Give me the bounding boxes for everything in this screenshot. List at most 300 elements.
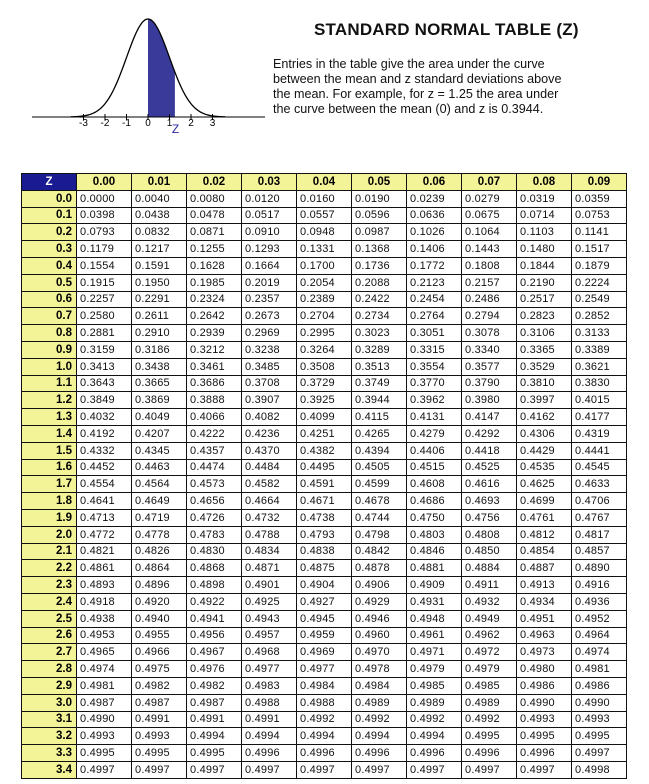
table-cell: 0.4986 <box>572 677 627 694</box>
table-cell: 0.4989 <box>352 694 407 711</box>
table-cell: 0.4382 <box>297 442 352 459</box>
table-cell: 0.4798 <box>352 526 407 543</box>
table-cell: 0.2291 <box>132 291 187 308</box>
table-cell: 0.4535 <box>517 459 572 476</box>
table-cell: 0.2764 <box>407 308 462 325</box>
row-z-label: 1.5 <box>22 442 77 459</box>
table-cell: 0.4591 <box>297 476 352 493</box>
table-cell: 0.3577 <box>462 358 517 375</box>
table-cell: 0.4826 <box>132 543 187 560</box>
table-cell: 0.4846 <box>407 543 462 560</box>
row-z-label: 0.4 <box>22 257 77 274</box>
table-cell: 0.4207 <box>132 425 187 442</box>
table-row <box>22 543 627 560</box>
table-cell: 0.3513 <box>352 358 407 375</box>
table-row <box>22 728 627 745</box>
table-cell: 0.4994 <box>242 728 297 745</box>
table-description <box>273 57 613 117</box>
table-cell: 0.4370 <box>242 442 297 459</box>
table-cell: 0.4995 <box>572 728 627 745</box>
table-cell: 0.4515 <box>407 459 462 476</box>
table-cell: 0.4997 <box>407 761 462 778</box>
table-cell: 0.3830 <box>572 375 627 392</box>
table-row <box>22 274 627 291</box>
table-row <box>22 493 627 510</box>
table-row <box>22 409 627 426</box>
table-cell: 0.4997 <box>352 761 407 778</box>
table-cell: 0.4974 <box>77 661 132 678</box>
table-cell: 0.3621 <box>572 358 627 375</box>
table-cell: 0.0000 <box>77 190 132 207</box>
table-cell: 0.4925 <box>242 593 297 610</box>
table-cell: 0.2422 <box>352 291 407 308</box>
table-cell: 0.4989 <box>462 694 517 711</box>
table-row <box>22 677 627 694</box>
table-cell: 0.4545 <box>572 459 627 476</box>
description-line-4: the curve between the mean (0) and z is 0.3944. <box>273 102 544 116</box>
column-header: 0.00 <box>77 174 132 191</box>
table-cell: 0.4997 <box>572 745 627 762</box>
table-cell: 0.1103 <box>517 224 572 241</box>
table-cell: 0.2580 <box>77 308 132 325</box>
table-cell: 0.4345 <box>132 442 187 459</box>
table-cell: 0.4993 <box>517 711 572 728</box>
table-cell: 0.4713 <box>77 509 132 526</box>
table-cell: 0.4993 <box>77 728 132 745</box>
table-cell: 0.4979 <box>407 661 462 678</box>
table-cell: 0.4015 <box>572 392 627 409</box>
column-header: 0.08 <box>517 174 572 191</box>
table-cell: 0.1406 <box>407 241 462 258</box>
table-cell: 0.4992 <box>407 711 462 728</box>
table-cell: 0.0675 <box>462 207 517 224</box>
column-header: 0.05 <box>352 174 407 191</box>
table-cell: 0.4706 <box>572 493 627 510</box>
table-cell: 0.4955 <box>132 627 187 644</box>
row-z-label: 3.3 <box>22 745 77 762</box>
table-cell: 0.1064 <box>462 224 517 241</box>
table-row <box>22 425 627 442</box>
table-cell: 0.1331 <box>297 241 352 258</box>
table-cell: 0.2190 <box>517 274 572 291</box>
table-cell: 0.4936 <box>572 593 627 610</box>
table-cell: 0.1217 <box>132 241 187 258</box>
table-cell: 0.4991 <box>242 711 297 728</box>
table-cell: 0.0359 <box>572 190 627 207</box>
table-cell: 0.4959 <box>297 627 352 644</box>
row-z-label: 0.9 <box>22 341 77 358</box>
table-cell: 0.3389 <box>572 341 627 358</box>
table-cell: 0.2454 <box>407 291 462 308</box>
table-cell: 0.4920 <box>132 593 187 610</box>
table-cell: 0.4906 <box>352 577 407 594</box>
table-cell: 0.4649 <box>132 493 187 510</box>
table-cell: 0.2389 <box>297 291 352 308</box>
table-cell: 0.4474 <box>187 459 242 476</box>
table-cell: 0.3810 <box>517 375 572 392</box>
axis-tick-labels <box>79 118 216 129</box>
table-cell: 0.3289 <box>352 341 407 358</box>
table-cell: 0.0040 <box>132 190 187 207</box>
table-cell: 0.3849 <box>77 392 132 409</box>
table-row <box>22 325 627 342</box>
row-z-label: 3.2 <box>22 728 77 745</box>
table-cell: 0.2910 <box>132 325 187 342</box>
table-cell: 0.0714 <box>517 207 572 224</box>
table-row <box>22 392 627 409</box>
table-cell: 0.4997 <box>132 761 187 778</box>
table-cell: 0.3051 <box>407 325 462 342</box>
table-cell: 0.4953 <box>77 627 132 644</box>
table-cell: 0.4484 <box>242 459 297 476</box>
table-cell: 0.3485 <box>242 358 297 375</box>
table-cell: 0.4940 <box>132 610 187 627</box>
z-marker-label: Z <box>171 122 180 136</box>
table-cell: 0.2357 <box>242 291 297 308</box>
column-header: 0.03 <box>242 174 297 191</box>
table-cell: 0.4394 <box>352 442 407 459</box>
table-cell: 0.3925 <box>297 392 352 409</box>
table-cell: 0.4834 <box>242 543 297 560</box>
table-cell: 0.4995 <box>517 728 572 745</box>
table-cell: 0.4994 <box>297 728 352 745</box>
table-cell: 0.4995 <box>132 745 187 762</box>
table-cell: 0.3438 <box>132 358 187 375</box>
table-cell: 0.2734 <box>352 308 407 325</box>
table-cell: 0.4982 <box>132 677 187 694</box>
table-cell: 0.4772 <box>77 526 132 543</box>
table-cell: 0.4066 <box>187 409 242 426</box>
table-cell: 0.2019 <box>242 274 297 291</box>
table-cell: 0.4678 <box>352 493 407 510</box>
table-cell: 0.4842 <box>352 543 407 560</box>
axis-tick-label: -1 <box>122 118 131 129</box>
table-cell: 0.4972 <box>462 644 517 661</box>
row-z-label: 1.6 <box>22 459 77 476</box>
table-cell: 0.0319 <box>517 190 572 207</box>
table-cell: 0.4901 <box>242 577 297 594</box>
table-cell: 0.4990 <box>572 694 627 711</box>
table-cell: 0.4887 <box>517 560 572 577</box>
table-cell: 0.4726 <box>187 509 242 526</box>
table-row <box>22 241 627 258</box>
table-cell: 0.1443 <box>462 241 517 258</box>
table-cell: 0.0910 <box>242 224 297 241</box>
table-cell: 0.4949 <box>462 610 517 627</box>
table-cell: 0.4032 <box>77 409 132 426</box>
table-cell: 0.4967 <box>187 644 242 661</box>
row-z-label: 3.4 <box>22 761 77 778</box>
table-cell: 0.2486 <box>462 291 517 308</box>
table-cell: 0.4564 <box>132 476 187 493</box>
row-z-label: 0.6 <box>22 291 77 308</box>
table-cell: 0.4973 <box>517 644 572 661</box>
table-cell: 0.4994 <box>187 728 242 745</box>
row-z-label: 2.3 <box>22 577 77 594</box>
table-cell: 0.3461 <box>187 358 242 375</box>
table-cell: 0.4996 <box>352 745 407 762</box>
table-cell: 0.4962 <box>462 627 517 644</box>
row-z-label: 2.9 <box>22 677 77 694</box>
table-cell: 0.4922 <box>187 593 242 610</box>
table-cell: 0.3888 <box>187 392 242 409</box>
table-cell: 0.4463 <box>132 459 187 476</box>
table-cell: 0.4671 <box>297 493 352 510</box>
table-row <box>22 560 627 577</box>
axis-tick-label: 2 <box>188 118 194 129</box>
table-cell: 0.1179 <box>77 241 132 258</box>
column-header: 0.06 <box>407 174 462 191</box>
table-cell: 0.4838 <box>297 543 352 560</box>
table-cell: 0.0596 <box>352 207 407 224</box>
table-cell: 0.4664 <box>242 493 297 510</box>
table-cell: 0.0948 <box>297 224 352 241</box>
table-cell: 0.3770 <box>407 375 462 392</box>
table-cell: 0.3944 <box>352 392 407 409</box>
table-cell: 0.4505 <box>352 459 407 476</box>
table-cell: 0.4699 <box>517 493 572 510</box>
axis-tick-label: -2 <box>100 118 110 129</box>
table-row <box>22 745 627 762</box>
table-cell: 0.4997 <box>187 761 242 778</box>
table-cell: 0.4985 <box>407 677 462 694</box>
row-z-label: 0.5 <box>22 274 77 291</box>
table-cell: 0.1808 <box>462 257 517 274</box>
table-row <box>22 644 627 661</box>
table-cell: 0.3186 <box>132 341 187 358</box>
row-z-label: 3.1 <box>22 711 77 728</box>
table-cell: 0.4941 <box>187 610 242 627</box>
row-z-label: 1.0 <box>22 358 77 375</box>
table-cell: 0.2995 <box>297 325 352 342</box>
table-cell: 0.1026 <box>407 224 462 241</box>
table-cell: 0.4927 <box>297 593 352 610</box>
table-cell: 0.3078 <box>462 325 517 342</box>
table-cell: 0.0871 <box>187 224 242 241</box>
table-cell: 0.2673 <box>242 308 297 325</box>
table-cell: 0.3159 <box>77 341 132 358</box>
table-cell: 0.4319 <box>572 425 627 442</box>
table-cell: 0.4992 <box>462 711 517 728</box>
table-cell: 0.4984 <box>297 677 352 694</box>
table-cell: 0.3133 <box>572 325 627 342</box>
row-z-label: 2.6 <box>22 627 77 644</box>
row-z-label: 2.8 <box>22 661 77 678</box>
description-line-3: the mean. For example, for z = 1.25 the area under <box>273 87 559 101</box>
table-cell: 0.2257 <box>77 291 132 308</box>
table-cell: 0.4625 <box>517 476 572 493</box>
table-cell: 0.4971 <box>407 644 462 661</box>
table-cell: 0.2224 <box>572 274 627 291</box>
table-cell: 0.2969 <box>242 325 297 342</box>
table-cell: 0.4778 <box>132 526 187 543</box>
table-cell: 0.0478 <box>187 207 242 224</box>
normal-curve-diagram <box>0 0 270 145</box>
table-cell: 0.4913 <box>517 577 572 594</box>
table-cell: 0.4996 <box>242 745 297 762</box>
table-cell: 0.4495 <box>297 459 352 476</box>
row-z-label: 3.0 <box>22 694 77 711</box>
table-cell: 0.4979 <box>462 661 517 678</box>
table-row <box>22 358 627 375</box>
table-cell: 0.4976 <box>187 661 242 678</box>
table-cell: 0.4756 <box>462 509 517 526</box>
table-cell: 0.3708 <box>242 375 297 392</box>
table-cell: 0.3413 <box>77 358 132 375</box>
table-row <box>22 593 627 610</box>
table-row <box>22 509 627 526</box>
table-cell: 0.4960 <box>352 627 407 644</box>
table-row <box>22 661 627 678</box>
table-cell: 0.4864 <box>132 560 187 577</box>
table-cell: 0.4821 <box>77 543 132 560</box>
table-cell: 0.4082 <box>242 409 297 426</box>
table-cell: 0.4996 <box>407 745 462 762</box>
row-z-label: 0.7 <box>22 308 77 325</box>
table-row <box>22 526 627 543</box>
table-cell: 0.0793 <box>77 224 132 241</box>
table-cell: 0.2549 <box>572 291 627 308</box>
row-z-label: 1.7 <box>22 476 77 493</box>
table-cell: 0.2123 <box>407 274 462 291</box>
table-cell: 0.4788 <box>242 526 297 543</box>
table-cell: 0.4732 <box>242 509 297 526</box>
table-cell: 0.4861 <box>77 560 132 577</box>
table-cell: 0.4608 <box>407 476 462 493</box>
table-row <box>22 207 627 224</box>
table-cell: 0.4974 <box>572 644 627 661</box>
table-cell: 0.4192 <box>77 425 132 442</box>
table-cell: 0.0753 <box>572 207 627 224</box>
table-cell: 0.0398 <box>77 207 132 224</box>
table-row <box>22 291 627 308</box>
table-cell: 0.0832 <box>132 224 187 241</box>
table-cell: 0.1368 <box>352 241 407 258</box>
table-cell: 0.4994 <box>352 728 407 745</box>
table-cell: 0.4115 <box>352 409 407 426</box>
table-cell: 0.4975 <box>132 661 187 678</box>
table-cell: 0.4956 <box>187 627 242 644</box>
table-cell: 0.2881 <box>77 325 132 342</box>
table-cell: 0.4995 <box>187 745 242 762</box>
table-cell: 0.1141 <box>572 224 627 241</box>
table-cell: 0.4904 <box>297 577 352 594</box>
table-cell: 0.4981 <box>572 661 627 678</box>
table-cell: 0.4997 <box>517 761 572 778</box>
table-cell: 0.4963 <box>517 627 572 644</box>
table-row <box>22 459 627 476</box>
row-z-label: 2.2 <box>22 560 77 577</box>
table-cell: 0.4997 <box>462 761 517 778</box>
table-cell: 0.4997 <box>77 761 132 778</box>
table-row <box>22 761 627 778</box>
table-cell: 0.0438 <box>132 207 187 224</box>
table-cell: 0.4633 <box>572 476 627 493</box>
table-row <box>22 476 627 493</box>
table-cell: 0.4987 <box>187 694 242 711</box>
table-cell: 0.1255 <box>187 241 242 258</box>
table-row <box>22 341 627 358</box>
table-cell: 0.4969 <box>297 644 352 661</box>
table-cell: 0.4738 <box>297 509 352 526</box>
table-cell: 0.4952 <box>572 610 627 627</box>
table-cell: 0.4995 <box>77 745 132 762</box>
page-title: STANDARD NORMAL TABLE (Z) <box>314 20 579 39</box>
table-row <box>22 257 627 274</box>
table-cell: 0.4995 <box>462 728 517 745</box>
table-cell: 0.4992 <box>352 711 407 728</box>
table-cell: 0.4986 <box>517 677 572 694</box>
table-cell: 0.4817 <box>572 526 627 543</box>
table-cell: 0.4997 <box>242 761 297 778</box>
table-body <box>22 190 627 778</box>
table-cell: 0.4884 <box>462 560 517 577</box>
table-cell: 0.4990 <box>77 711 132 728</box>
table-cell: 0.4767 <box>572 509 627 526</box>
table-cell: 0.2852 <box>572 308 627 325</box>
table-cell: 0.3907 <box>242 392 297 409</box>
table-row <box>22 694 627 711</box>
table-cell: 0.4830 <box>187 543 242 560</box>
table-cell: 0.4878 <box>352 560 407 577</box>
table-cell: 0.3264 <box>297 341 352 358</box>
shaded-area <box>148 19 175 117</box>
table-cell: 0.4875 <box>297 560 352 577</box>
table-cell: 0.4951 <box>517 610 572 627</box>
table-cell: 0.4131 <box>407 409 462 426</box>
table-cell: 0.4452 <box>77 459 132 476</box>
table-cell: 0.2939 <box>187 325 242 342</box>
table-cell: 0.4982 <box>187 677 242 694</box>
table-cell: 0.4573 <box>187 476 242 493</box>
table-cell: 0.4918 <box>77 593 132 610</box>
table-cell: 0.4686 <box>407 493 462 510</box>
table-cell: 0.4996 <box>517 745 572 762</box>
table-cell: 0.4429 <box>517 442 572 459</box>
table-cell: 0.4911 <box>462 577 517 594</box>
table-cell: 0.4938 <box>77 610 132 627</box>
table-cell: 0.4898 <box>187 577 242 594</box>
table-cell: 0.4406 <box>407 442 462 459</box>
table-cell: 0.4964 <box>572 627 627 644</box>
table-cell: 0.1915 <box>77 274 132 291</box>
table-cell: 0.4987 <box>77 694 132 711</box>
table-cell: 0.2704 <box>297 308 352 325</box>
table-cell: 0.4357 <box>187 442 242 459</box>
table-cell: 0.4988 <box>297 694 352 711</box>
row-z-label: 0.2 <box>22 224 77 241</box>
table-cell: 0.0987 <box>352 224 407 241</box>
table-cell: 0.2642 <box>187 308 242 325</box>
table-cell: 0.4981 <box>77 677 132 694</box>
row-z-label: 1.8 <box>22 493 77 510</box>
table-cell: 0.4968 <box>242 644 297 661</box>
table-row <box>22 577 627 594</box>
table-cell: 0.4306 <box>517 425 572 442</box>
row-z-label: 1.9 <box>22 509 77 526</box>
table-cell: 0.0517 <box>242 207 297 224</box>
table-cell: 0.4961 <box>407 627 462 644</box>
column-header: 0.02 <box>187 174 242 191</box>
table-cell: 0.0080 <box>187 190 242 207</box>
table-cell: 0.4983 <box>242 677 297 694</box>
table-cell: 0.4147 <box>462 409 517 426</box>
row-z-label: 1.3 <box>22 409 77 426</box>
table-cell: 0.4857 <box>572 543 627 560</box>
table-row <box>22 442 627 459</box>
row-z-label: 0.1 <box>22 207 77 224</box>
row-z-label: 2.0 <box>22 526 77 543</box>
